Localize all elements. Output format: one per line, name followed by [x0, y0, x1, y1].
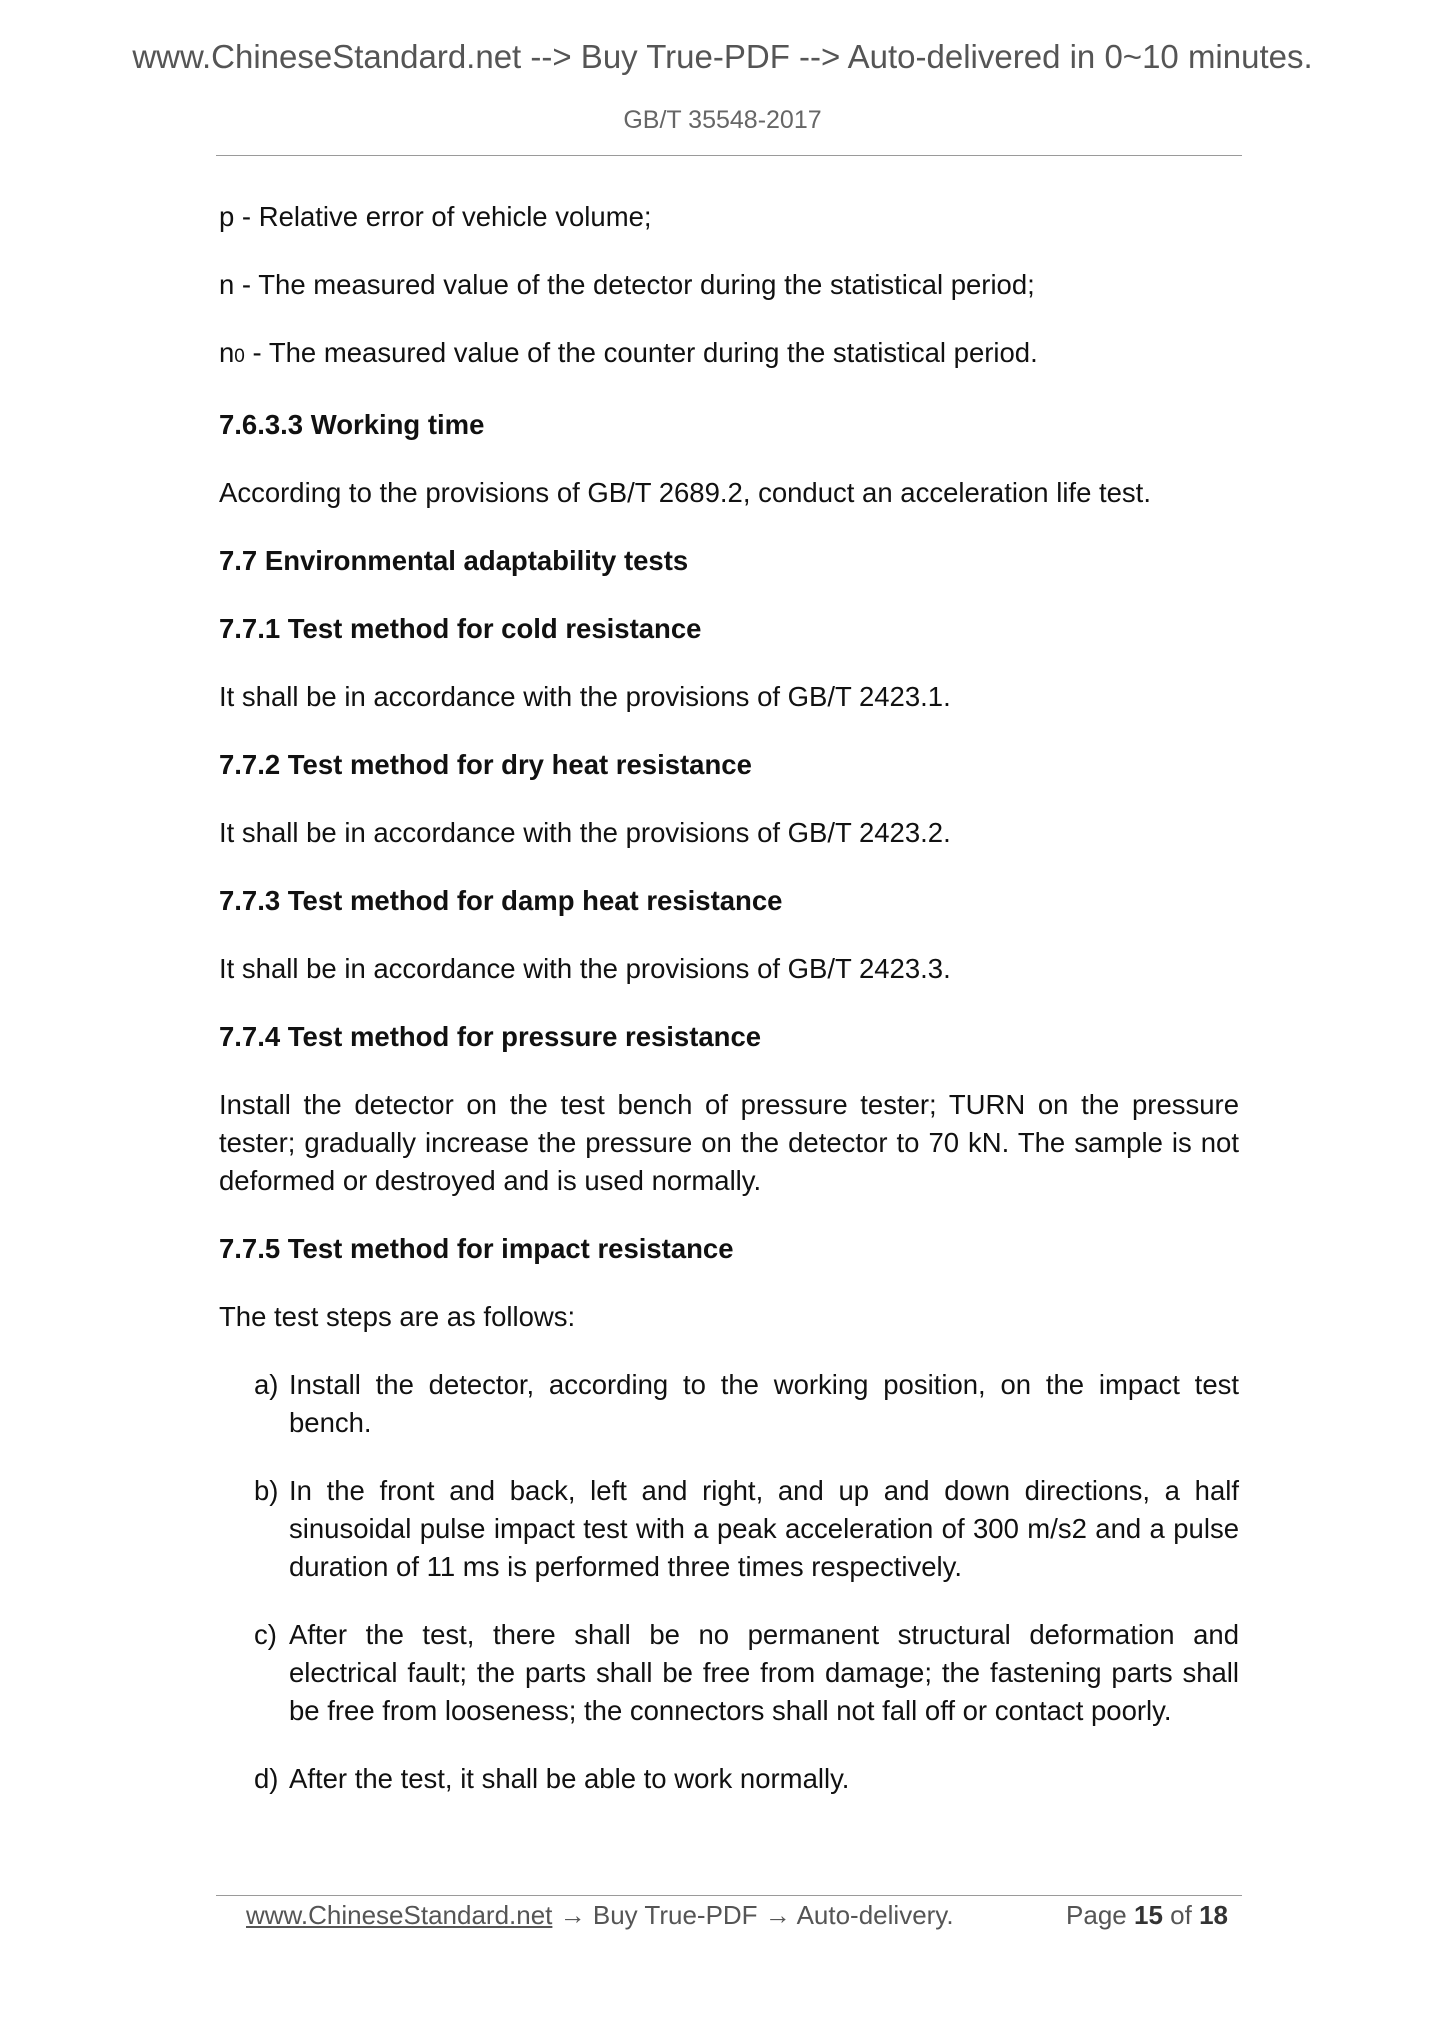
test-steps-list [219, 1366, 1239, 1798]
list-item-marker: d) [254, 1763, 279, 1794]
symbol-n: n [219, 337, 235, 368]
page-of-label: of [1170, 1900, 1192, 1930]
footer-site-link[interactable]: www.ChineseStandard.net [246, 1900, 553, 1930]
definition-p: p - Relative error of vehicle volume; [219, 201, 652, 232]
page-number [1066, 1900, 1228, 1931]
current-page: 15 [1134, 1900, 1163, 1930]
header-banner: www.ChineseStandard.net --> Buy True-PDF --> Auto-delivered in 0~10 minutes. [132, 38, 1313, 75]
subscript-0: 0 [234, 346, 245, 367]
paragraph-7-7-4: Install the detector on the test bench of pressure tester; TURN on the pressure tester; gradually increase the pressure on the detector to 70 kN. The sample is not deformed or destroyed and is used normally. [219, 1089, 1239, 1196]
list-item-marker: b) [254, 1475, 279, 1506]
heading-7-7-1: 7.7.1 Test method for cold resistance [219, 613, 702, 644]
header-divider [216, 155, 1242, 156]
list-item [254, 1366, 1239, 1442]
list-item-marker: c) [254, 1619, 277, 1650]
list-item-text: After the test, it shall be able to work normally. [289, 1763, 850, 1794]
heading-7-7-5: 7.7.5 Test method for impact resistance [219, 1233, 734, 1264]
list-item-text: Install the detector, according to the working position, on the impact test bench. [289, 1369, 1239, 1438]
paragraph-7-7-5: The test steps are as follows: [219, 1301, 576, 1332]
definition-n: n - The measured value of the detector during the statistical period; [219, 269, 1035, 300]
definition-n0 [219, 334, 1239, 376]
total-pages: 18 [1199, 1900, 1228, 1930]
heading-7-7-4: 7.7.4 Test method for pressure resistance [219, 1021, 762, 1052]
footer-trail-text: → Buy True-PDF → Auto-delivery. [552, 1900, 954, 1930]
list-item [254, 1616, 1239, 1730]
paragraph-7-7-1: It shall be in accordance with the provisions of GB/T 2423.1. [219, 681, 951, 712]
page-content [219, 198, 1239, 1798]
list-item-text: In the front and back, left and right, and up and down directions, a half sinusoidal pulse impact test with a peak acceleration of 300 m/s2 and a pulse duration of 11 ms is performed three times respectively. [289, 1475, 1239, 1582]
heading-7-7-3: 7.7.3 Test method for damp heat resistance [219, 885, 783, 916]
footer-divider [216, 1895, 1242, 1896]
paragraph-7-7-3: It shall be in accordance with the provisions of GB/T 2423.3. [219, 953, 951, 984]
list-item [254, 1760, 1239, 1798]
paragraph-7-7-2: It shall be in accordance with the provisions of GB/T 2423.2. [219, 817, 951, 848]
list-item [254, 1472, 1239, 1586]
heading-7-7-2: 7.7.2 Test method for dry heat resistance [219, 749, 752, 780]
page-footer [246, 1900, 1236, 1931]
list-item-marker: a) [254, 1369, 279, 1400]
document-code: GB/T 35548-2017 [623, 106, 822, 134]
page-label: Page [1066, 1900, 1127, 1930]
paragraph-7-6-3-3: According to the provisions of GB/T 2689.2, conduct an acceleration life test. [219, 477, 1151, 508]
list-item-text: After the test, there shall be no permanent structural deformation and electrical fault; the parts shall be free from damage; the fastening parts shall be free from looseness; the connectors shall not fall off or contact poorly. [289, 1619, 1239, 1726]
heading-7-6-3-3: 7.6.3.3 Working time [219, 409, 485, 440]
definition-n0-text: - The measured value of the counter during the statistical period. [244, 337, 1038, 368]
heading-7-7: 7.7 Environmental adaptability tests [219, 545, 689, 576]
